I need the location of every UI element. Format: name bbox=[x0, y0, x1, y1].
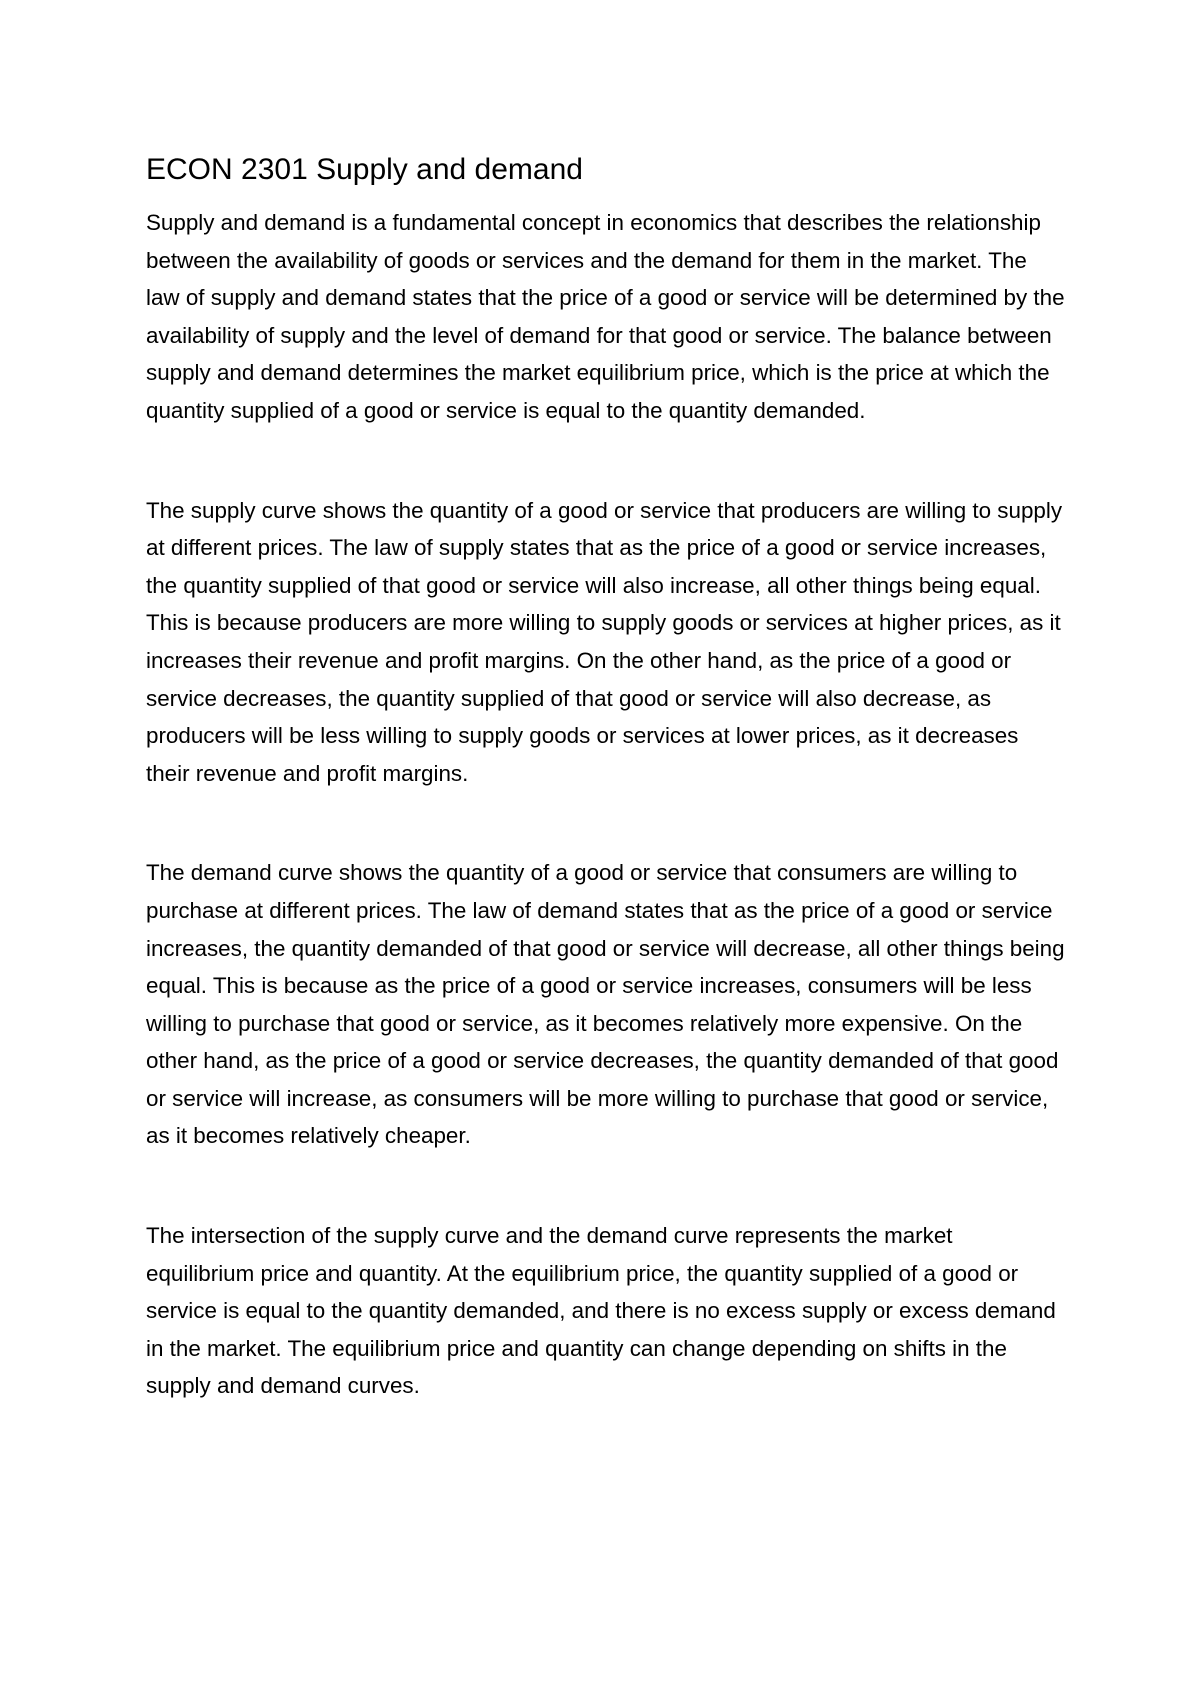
paragraph-intro: Supply and demand is a fundamental concept in economics that describes the relationship between the availability of goods or services and the demand for them in the market. The law of supply and demand states that the price of a good or service will be determined by the availability of supply and the level of demand for that good or service. The balance between supply and demand determines the market equilibrium price, which is the price at which the quantity supplied of a good or service is equal to the quantity demanded. bbox=[146, 210, 1065, 423]
document-content bbox=[146, 150, 1066, 1405]
document-title: ECON 2301 Supply and demand bbox=[146, 153, 583, 186]
paragraph-spacer bbox=[146, 430, 1066, 492]
paragraph-spacer bbox=[146, 1155, 1066, 1217]
paragraph-supply-curve: The supply curve shows the quantity of a good or service that producers are willing to supply at different prices. The law of supply states that as the price of a good or service increases, the quantity supplied of that good or service will also increase, all other things being equal. This is because producers are more willing to supply goods or services at higher prices, as it increases their revenue and profit margins. On the other hand, as the price of a good or service decreases, the quantity supplied of that good or service will also decrease, as producers will be less willing to supply goods or services at lower prices, as it decreases their revenue and profit margins. bbox=[146, 497, 1063, 786]
paragraph-demand-curve: The demand curve shows the quantity of a good or service that consumers are willing to purchase at different prices. The law of demand states that as the price of a good or service increases, the quantity demanded of that good or service will decrease, all other things being equal. This is because as the price of a good or service increases, consumers will be less willing to purchase that good or service, as it becomes relatively more expensive. On the other hand, as the price of a good or service decreases, the quantity demanded of that good or service will increase, as consumers will be more willing to purchase that good or service, as it becomes relatively cheaper. bbox=[146, 860, 1065, 1149]
paragraph-spacer bbox=[146, 792, 1066, 854]
paragraph-equilibrium: The intersection of the supply curve and the demand curve represents the market equilibrium price and quantity. At the equilibrium price, the quantity supplied of a good or service is equal to the quantity demanded, and there is no excess supply or excess demand in the market. The equilibrium price and quantity can change depending on shifts in the supply and demand curves. bbox=[146, 1223, 1056, 1399]
